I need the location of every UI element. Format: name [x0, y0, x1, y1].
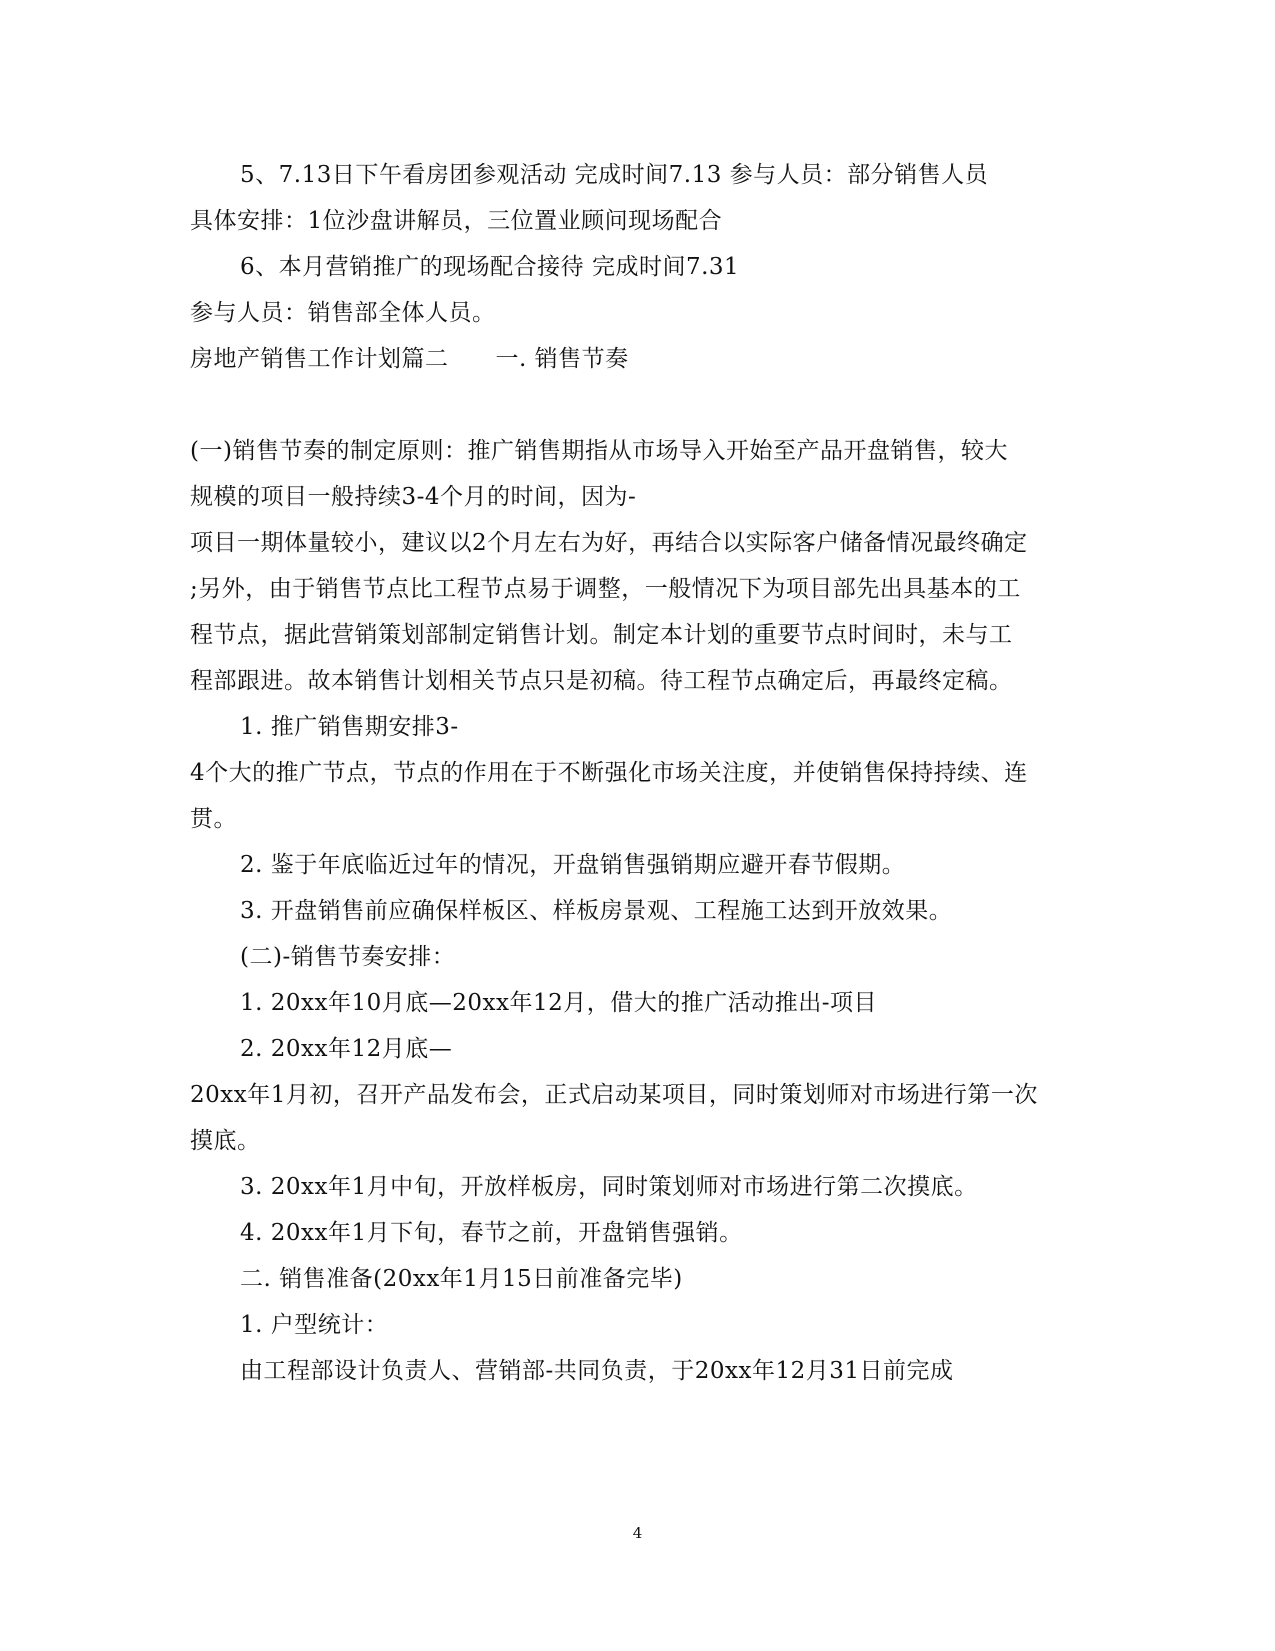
- paragraph-line: (一)销售节奏的制定原则：推广销售期指从市场导入开始至产品开盘销售，较大: [190, 438, 1008, 464]
- list-item: 1. 户型统计：: [240, 1312, 389, 1338]
- paragraph-line: 程部跟进。故本销售计划相关节点只是初稿。待工程节点确定后，再最终定稿。: [190, 668, 1013, 694]
- list-item: 2. 20xx年12月底—: [240, 1036, 453, 1062]
- paragraph-line: 由工程部设计负责人、营销部-共同负责，于20xx年12月31日前完成: [240, 1358, 954, 1384]
- page-number: 4: [632, 1524, 643, 1542]
- paragraph-line: 规模的项目一般持续3-4个月的时间，因为-: [190, 484, 637, 510]
- paragraph-line: 参与人员：销售部全体人员。: [190, 300, 496, 326]
- section-heading: 房地产销售工作计划篇二 一. 销售节奏: [190, 346, 629, 372]
- paragraph-line: 4个大的推广节点，节点的作用在于不断强化市场关注度，并使销售保持持续、连: [190, 760, 1028, 786]
- paragraph-line: 5、7.13日下午看房团参观活动 完成时间7.13 参与人员：部分销售人员: [240, 162, 989, 188]
- paragraph-line: 项目一期体量较小，建议以2个月左右为好，再结合以实际客户储备情况最终确定: [190, 530, 1028, 556]
- list-item: 2. 鉴于年底临近过年的情况，开盘销售强销期应避开春节假期。: [240, 852, 906, 878]
- list-item: 3. 开盘销售前应确保样板区、样板房景观、工程施工达到开放效果。: [240, 898, 953, 924]
- paragraph-line: 贯。: [190, 806, 237, 832]
- paragraph-line: ;另外，由于销售节点比工程节点易于调整，一般情况下为项目部先出具基本的工: [190, 576, 1021, 602]
- paragraph-line: 程节点，据此营销策划部制定销售计划。制定本计划的重要节点时间时，未与工: [190, 622, 1013, 648]
- section-heading: 二. 销售准备(20xx年1月15日前准备完毕): [240, 1266, 683, 1292]
- list-item: 4. 20xx年1月下旬，春节之前，开盘销售强销。: [240, 1220, 743, 1246]
- list-item: 1. 推广销售期安排3-: [240, 714, 459, 740]
- list-item: 1. 20xx年10月底—20xx年12月，借大的推广活动推出-项目: [240, 990, 877, 1016]
- paragraph-line: 6、本月营销推广的现场配合接待 完成时间7.31: [240, 254, 740, 280]
- paragraph-line: 具体安排：1位沙盘讲解员，三位置业顾问现场配合: [190, 208, 723, 234]
- paragraph-line: 摸底。: [190, 1128, 261, 1154]
- subsection-heading: (二)-销售节奏安排：: [240, 944, 456, 970]
- list-item: 3. 20xx年1月中旬，开放样板房，同时策划师对市场进行第二次摸底。: [240, 1174, 978, 1200]
- paragraph-line: 20xx年1月初，召开产品发布会，正式启动某项目，同时策划师对市场进行第一次: [190, 1082, 1038, 1108]
